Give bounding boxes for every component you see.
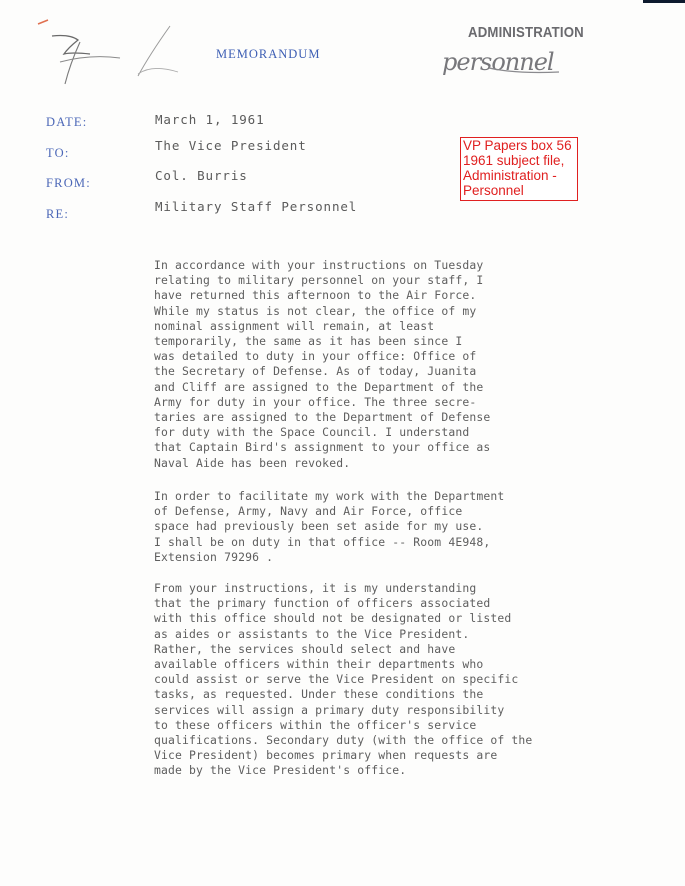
to-value: The Vice President <box>155 138 307 153</box>
text-line: In accordance with your instructions on Tuesday <box>154 258 484 272</box>
text-line: for duty with the Space Council. I understand <box>154 425 470 440</box>
from-value: Col. Burris <box>155 168 248 183</box>
text-line: Naval Aide has been revoked. <box>154 455 351 470</box>
text-line: that Captain Bird's assignment to your office as <box>154 440 491 455</box>
text-line: available officers within their departments who <box>154 657 484 672</box>
archive-note-line: VP Papers box 56 <box>463 138 572 153</box>
date-value: March 1, 1961 <box>155 112 265 127</box>
handwritten-note: personnel <box>442 48 554 76</box>
text-line: the Secretary of Defense. As of today, Juanita <box>154 364 477 379</box>
text-line: tasks, as requested. Under these conditions the <box>154 687 484 702</box>
text-line: was detailed to duty in your office: Office of <box>154 349 477 364</box>
to-label: TO: <box>46 146 70 160</box>
text-line: made by the Vice President's office. <box>154 763 407 778</box>
text-line: While my status is not clear, the office of my <box>154 303 477 318</box>
text-line: Rather, the services should select and have <box>154 641 456 656</box>
text-line: could assist or serve the Vice President on specific <box>154 672 519 687</box>
text-line: as aides or assistants to the Vice President. <box>154 626 470 641</box>
text-line: with this office should not be designated or listed <box>154 611 512 626</box>
date-label: DATE: <box>46 115 88 129</box>
text-line: In order to facilitate my work with the Department <box>154 489 505 503</box>
text-line: and Cliff are assigned to the Department of the <box>154 379 484 394</box>
paragraph-2 <box>154 489 554 565</box>
archive-note <box>460 137 578 201</box>
text-line: Vice President) becomes primary when requests are <box>154 748 498 763</box>
text-line: that the primary function of officers associated <box>154 596 491 611</box>
from-label: FROM: <box>46 176 91 190</box>
memo-title: MEMORANDUM <box>216 47 321 61</box>
text-line: to these officers within the officer's service <box>154 717 477 732</box>
archive-note-line: Personnel <box>463 183 524 198</box>
text-line: I shall be on duty in that office -- Room 4E948, <box>154 534 491 549</box>
text-line: have returned this afternoon to the Air Force. <box>154 288 477 303</box>
paragraph-3 <box>154 581 554 779</box>
re-label: RE: <box>46 207 70 221</box>
handwritten-underline <box>487 64 562 76</box>
re-value: Military Staff Personnel <box>155 199 358 214</box>
text-line: taries are assigned to the Department of Defense <box>154 410 491 425</box>
text-line: qualifications. Secondary duty (with the office of the <box>154 733 533 748</box>
paragraph-1 <box>154 258 554 471</box>
text-line: nominal assignment will remain, at least <box>154 318 435 333</box>
handwritten-initials <box>20 14 180 94</box>
text-line: services will assign a primary duty responsibility <box>154 702 505 717</box>
archive-note-line: 1961 subject file, <box>463 153 565 168</box>
text-line: Extension 79296 . <box>154 549 274 564</box>
archive-note-line: Administration - <box>463 168 557 183</box>
text-line: space had previously been set aside for my use. <box>154 519 484 534</box>
scan-edge-bar <box>643 0 685 3</box>
text-line: relating to military personnel on your staff, I <box>154 273 484 288</box>
text-line: temporarily, the same as it has been since I <box>154 334 463 349</box>
administration-stamp: ADMINISTRATION <box>468 24 584 41</box>
text-line: of Defense, Army, Navy and Air Force, office <box>154 504 463 519</box>
text-line: From your instructions, it is my understanding <box>154 581 477 595</box>
text-line: Army for duty in your office. The three secre- <box>154 394 477 409</box>
